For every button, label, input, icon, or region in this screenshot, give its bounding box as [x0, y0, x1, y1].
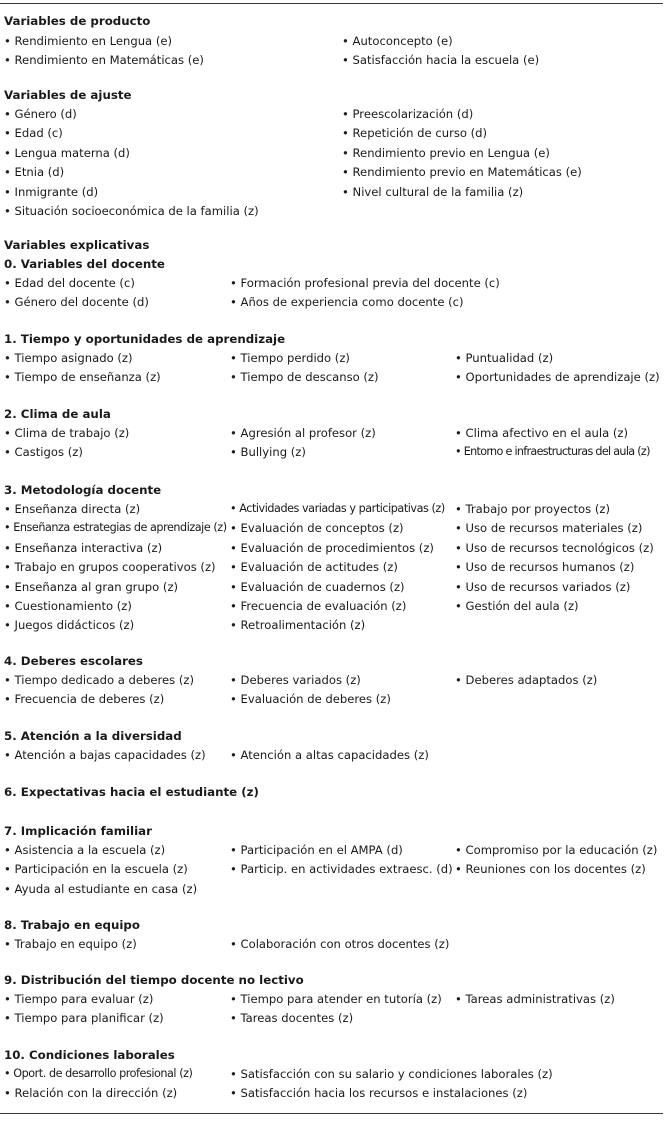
section-item: • Participación en el AMPA (d): [230, 843, 403, 857]
section-item: • Enseñanza interactiva (z): [4, 540, 163, 555]
section-item: • Evaluación de conceptos (z): [230, 521, 404, 536]
section-item: • Cuestionamiento (z): [4, 599, 132, 613]
ajuste-item: • Inmigrante (d): [4, 184, 99, 199]
section-item: • Frecuencia de evaluación (z): [230, 599, 407, 613]
section-item: • Deberes variados (z): [230, 673, 361, 687]
bottom-rule: [0, 1113, 663, 1114]
ajuste-item: • Etnia (d): [4, 165, 65, 180]
ajuste-item: • Rendimiento previo en Lengua (e): [342, 145, 550, 160]
section-item: • Entorno e infraestructuras del aula (z): [455, 445, 650, 459]
section-item: • Tiempo de descanso (z): [230, 370, 379, 385]
section-item: • Evaluación de cuadernos (z): [230, 579, 405, 594]
section-title: 10. Condiciones laborales: [4, 1048, 175, 1062]
section-item: • Retroalimentación (z): [230, 618, 366, 633]
section-item: • Deberes adaptados (z): [455, 673, 598, 687]
section-item: • Tiempo de enseñanza (z): [4, 370, 161, 385]
section-item: • Uso de recursos materiales (z): [455, 521, 643, 536]
section-item: • Atención a altas capacidades (z): [230, 748, 429, 762]
explicativas-heading: Variables explicativas: [4, 238, 150, 252]
section-item: • Asistencia a la escuela (z): [4, 843, 166, 857]
section-title: 9. Distribución del tiempo docente no lectivo: [4, 973, 304, 987]
producto-item: • Autoconcepto (e): [342, 34, 453, 48]
section-item: • Enseñanza estrategias de aprendizaje (z): [4, 521, 227, 535]
section-item: • Agresión al profesor (z): [230, 426, 376, 440]
section-item: • Relación con la dirección (z): [4, 1086, 178, 1101]
section-item: • Tareas docentes (z): [230, 1011, 354, 1026]
ajuste-heading: Variables de ajuste: [4, 88, 132, 102]
section-title: 5. Atención a la diversidad: [4, 729, 182, 743]
section-item: • Años de experiencia como docente (c): [230, 295, 464, 310]
section-item: • Trabajo por proyectos (z): [455, 502, 610, 516]
section-item: • Clima de trabajo (z): [4, 426, 130, 440]
section-item: • Uso de recursos humanos (z): [455, 560, 635, 575]
section-item: • Tiempo dedicado a deberes (z): [4, 673, 195, 687]
section-item: • Tiempo asignado (z): [4, 351, 133, 365]
section-title: 2. Clima de aula: [4, 407, 111, 421]
section-item: • Particip. en actividades extraesc. (d): [230, 862, 453, 877]
section-title: 8. Trabajo en equipo: [4, 918, 140, 932]
section-title: 3. Metodología docente: [4, 483, 162, 497]
ajuste-item: • Situación socioeconómica de la familia (z): [4, 204, 259, 218]
section-title: 4. Deberes escolares: [4, 654, 143, 668]
producto-item: • Satisfacción hacia la escuela (e): [342, 53, 540, 68]
section-item: • Puntualidad (z): [455, 351, 554, 365]
section-item: • Participación en la escuela (z): [4, 862, 188, 877]
section-title: 0. Variables del docente: [4, 257, 165, 271]
producto-heading: Variables de producto: [4, 14, 151, 28]
section-item: • Atención a bajas capacidades (z): [4, 748, 206, 762]
section-item: • Edad del docente (c): [4, 276, 135, 290]
section-item: • Clima afectivo en el aula (z): [455, 426, 629, 440]
section-item: • Formación profesional previa del docente (c): [230, 276, 500, 290]
section-item: • Tiempo para evaluar (z): [4, 992, 154, 1006]
section-item: • Bullying (z): [230, 445, 306, 460]
section-item: • Evaluación de actitudes (z): [230, 560, 398, 575]
section-item: • Oportunidades de aprendizaje (z): [455, 370, 660, 385]
ajuste-item: • Género (d): [4, 107, 77, 121]
ajuste-item: • Preescolarización (d): [342, 107, 474, 121]
section-item: • Tiempo para atender en tutoría (z): [230, 992, 442, 1006]
section-item: • Actividades variadas y participativas (z): [230, 502, 445, 515]
producto-item: • Rendimiento en Matemáticas (e): [4, 53, 204, 68]
top-rule: [0, 3, 663, 4]
section-item: • Trabajo en grupos cooperativos (z): [4, 560, 216, 575]
section-item: • Evaluación de procedimientos (z): [230, 540, 434, 555]
section-item: • Colaboración con otros docentes (z): [230, 937, 450, 951]
section-item: • Evaluación de deberes (z): [230, 692, 391, 707]
section-item: • Trabajo en equipo (z): [4, 937, 137, 951]
section-item: • Enseñanza directa (z): [4, 502, 141, 516]
section-item: • Reuniones con los docentes (z): [455, 862, 646, 877]
section-item: • Satisfacción con su salario y condiciones laborales (z): [230, 1067, 553, 1081]
ajuste-item: • Rendimiento previo en Matemáticas (e): [342, 165, 582, 180]
ajuste-item: • Edad (c): [4, 126, 63, 141]
section-item: • Ayuda al estudiante en casa (z): [4, 881, 198, 896]
section-item: • Uso de recursos variados (z): [455, 579, 631, 594]
section-item: • Enseñanza al gran grupo (z): [4, 579, 179, 594]
ajuste-item: • Repetición de curso (d): [342, 126, 488, 141]
section-item: • Tareas administrativas (z): [455, 992, 615, 1006]
section-item: • Satisfacción hacia los recursos e instalaciones (z): [230, 1086, 528, 1101]
section-item: • Frecuencia de deberes (z): [4, 692, 165, 707]
section-item: • Uso de recursos tecnológicos (z): [455, 540, 654, 555]
producto-item: • Rendimiento en Lengua (e): [4, 34, 173, 48]
section-title: 1. Tiempo y oportunidades de aprendizaje: [4, 332, 286, 346]
section-title: 7. Implicación familiar: [4, 824, 152, 838]
section-title: 6. Expectativas hacia el estudiante (z): [4, 785, 259, 799]
section-item: • Tiempo perdido (z): [230, 351, 350, 365]
section-item: • Castigos (z): [4, 445, 83, 460]
section-item: • Compromiso por la educación (z): [455, 843, 658, 857]
section-item: • Oport. de desarrollo profesional (z): [4, 1067, 193, 1080]
ajuste-item: • Nivel cultural de la familia (z): [342, 184, 524, 199]
section-item: • Juegos didácticos (z): [4, 618, 135, 633]
section-item: • Género del docente (d): [4, 295, 149, 310]
section-item: • Gestión del aula (z): [455, 599, 579, 613]
ajuste-item: • Lengua materna (d): [4, 145, 130, 160]
section-item: • Tiempo para planificar (z): [4, 1011, 164, 1026]
